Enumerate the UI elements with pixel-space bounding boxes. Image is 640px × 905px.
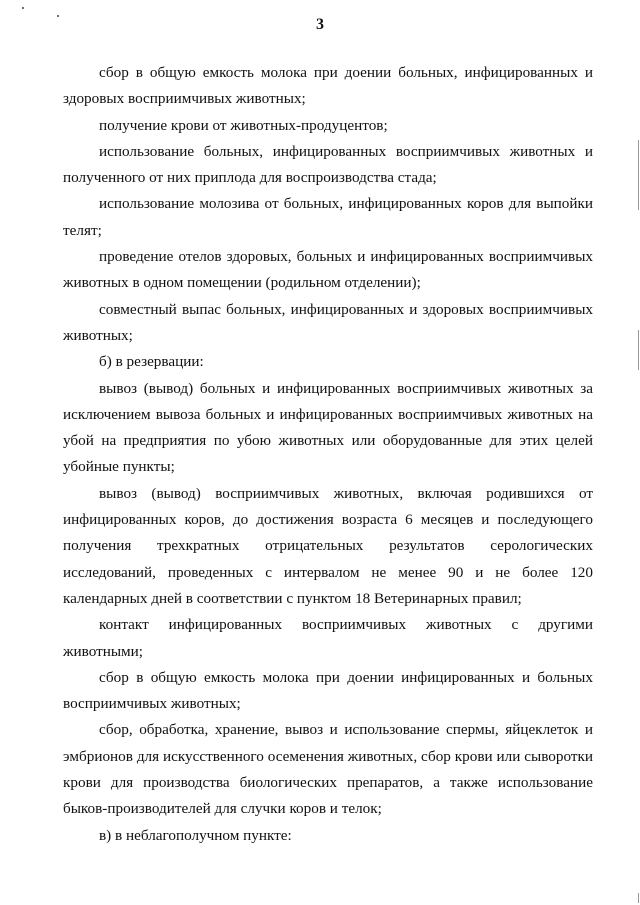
scan-edge-mark xyxy=(638,893,639,903)
page-number: 3 xyxy=(316,16,324,33)
paragraph: вывоз (вывод) восприимчивых животных, включая родившихся от инфицированных коров, до достижения возраста 6 месяцев и последующего получения трехкратных отрицательных результатов серологических исследований, проведенных с интервалом не менее 90 и не более 120 календарных дней в соответствии с пунктом 18 Ветеринарных правил; xyxy=(63,484,593,607)
section-heading: б) в резервации: xyxy=(99,353,204,371)
paragraph: контакт инфицированных восприимчивых животных с другими животными; xyxy=(63,616,593,660)
paragraph: сбор, обработка, хранение, вывоз и использование спермы, яйцеклеток и эмбрионов для искусственного осеменения животных, сбор крови или сыворотки крови для производства биологических препаратов, а также использование быков-производителей для случки коров и телок; xyxy=(63,721,593,818)
scan-edge-mark xyxy=(638,140,639,210)
paragraph: получение крови от животных-продуцентов; xyxy=(99,116,388,134)
paragraph: сбор в общую емкость молока при доении инфицированных и больных восприимчивых животных; xyxy=(63,668,593,713)
document-body xyxy=(63,60,593,849)
paragraph: совместный выпас больных, инфицированных и здоровых восприимчивых животных; xyxy=(63,300,593,344)
paragraph: проведение отелов здоровых, больных и инфицированных восприимчивых животных в одном помещении (родильном отделении); xyxy=(63,248,593,292)
scan-edge-mark xyxy=(638,330,639,370)
paragraph: использование молозива от больных, инфицированных коров для выпойки телят; xyxy=(63,195,593,239)
paragraph: вывоз (вывод) больных и инфицированных восприимчивых животных за исключением вывоза больных и инфицированных восприимчивых животных на убой на предприятия по убою животных или оборудованные для этих целей убойные пункты; xyxy=(63,379,593,476)
section-heading: в) в неблагополучном пункте: xyxy=(99,826,292,844)
scan-speck xyxy=(22,7,24,9)
paragraph: сбор в общую емкость молока при доении больных, инфицированных и здоровых восприимчивых животных; xyxy=(63,64,593,108)
paragraph: использование больных, инфицированных восприимчивых животных и полученного от них приплода для воспроизводства стада; xyxy=(63,142,593,187)
